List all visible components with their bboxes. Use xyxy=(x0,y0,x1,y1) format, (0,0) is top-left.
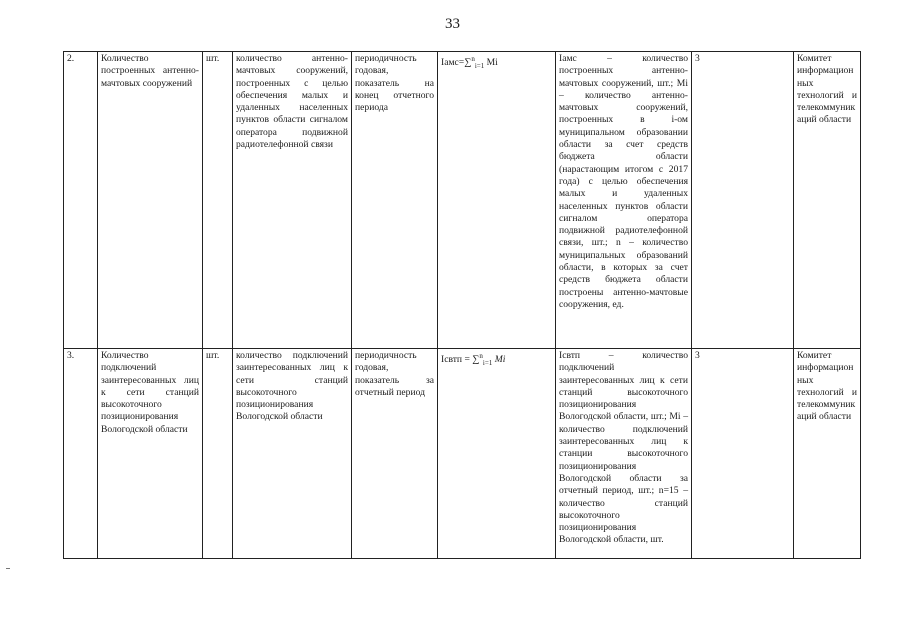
method-cell: 3 xyxy=(692,52,794,349)
responsible-cell: Комитет информационных технологий и телекоммуникаций области xyxy=(794,52,861,349)
formula-term: Mi xyxy=(494,354,506,366)
method-cell: 3 xyxy=(692,349,794,559)
explanation-cell: Iсвтп – количество подключений заинтересованных лиц к сети станций высокоточного позиционирования Вологодской области, шт.; Mi – количество подключений заинтересованных лиц к станции высокоточного позиционирования Вологодской области за отчетный период, шт.; n=15 – количество станций высокоточного позиционирования Вологодской области, шт. xyxy=(556,349,692,559)
table-row xyxy=(64,349,861,559)
sum-sign: ∑ xyxy=(472,354,480,366)
definition-cell: количество антенно-мачтовых сооружений, построенных с целью обеспечения малых и удаленных населенных пунктов области сигналом оператора подвижной радиотелефонной связи xyxy=(233,52,352,349)
explanation-cell: Iамс – количество построенных антенно-мачтовых сооружений, шт.; Mi – количество антенно-мачтовых сооружений, построенных в i-ом муниципальном образовании области за счет средств бюджета области (нарастающим итогом с 2017 года) с целью обеспечения малых и удаленных населенных пунктов области сигналом оператора подвижной радиотелефонной связи, шт.; n – количество муниципальных образований области, в которых за счет средств бюджета области построены антенно-мачтовые сооружения, ед. xyxy=(556,52,692,349)
unit-cell: шт. xyxy=(203,349,233,559)
formula-term: Mi xyxy=(486,57,498,69)
indicator-name: Количество построенных антенно-мачтовых сооружений xyxy=(98,52,203,349)
responsible-cell: Комитет информационных технологий и телекоммуникаций области xyxy=(794,349,861,559)
sum-lower: i=1 xyxy=(474,62,485,71)
periodicity-cell: периодичность годовая, показатель на конец отчетного периода xyxy=(352,52,438,349)
formula-lhs: Iамс= xyxy=(441,57,465,69)
row-number: 2. xyxy=(64,52,98,349)
row-number: 3. xyxy=(64,349,98,559)
sum-sign: ∑ xyxy=(464,57,472,69)
definition-cell: количество подключений заинтересованных лиц к сети станций высокоточного позиционирования Вологодской области xyxy=(233,349,352,559)
unit-cell: шт. xyxy=(203,52,233,349)
sum-lower: i=1 xyxy=(482,359,493,368)
formula-lhs: Iсвтп = xyxy=(441,354,473,366)
table-row xyxy=(64,52,861,349)
formula-cell xyxy=(438,349,556,559)
formula-cell xyxy=(438,52,556,349)
indicator-table xyxy=(63,51,861,559)
page-number: 33 xyxy=(445,16,460,32)
scan-margin-mark xyxy=(6,568,10,569)
indicator-name: Количество подключений заинтересованных лиц к сети станций высокоточного позиционирования Вологодской области xyxy=(98,349,203,559)
sum-upper: n xyxy=(479,352,483,360)
periodicity-cell: периодичность годовая, показатель за отчетный период xyxy=(352,349,438,559)
sum-upper: n xyxy=(471,55,475,63)
